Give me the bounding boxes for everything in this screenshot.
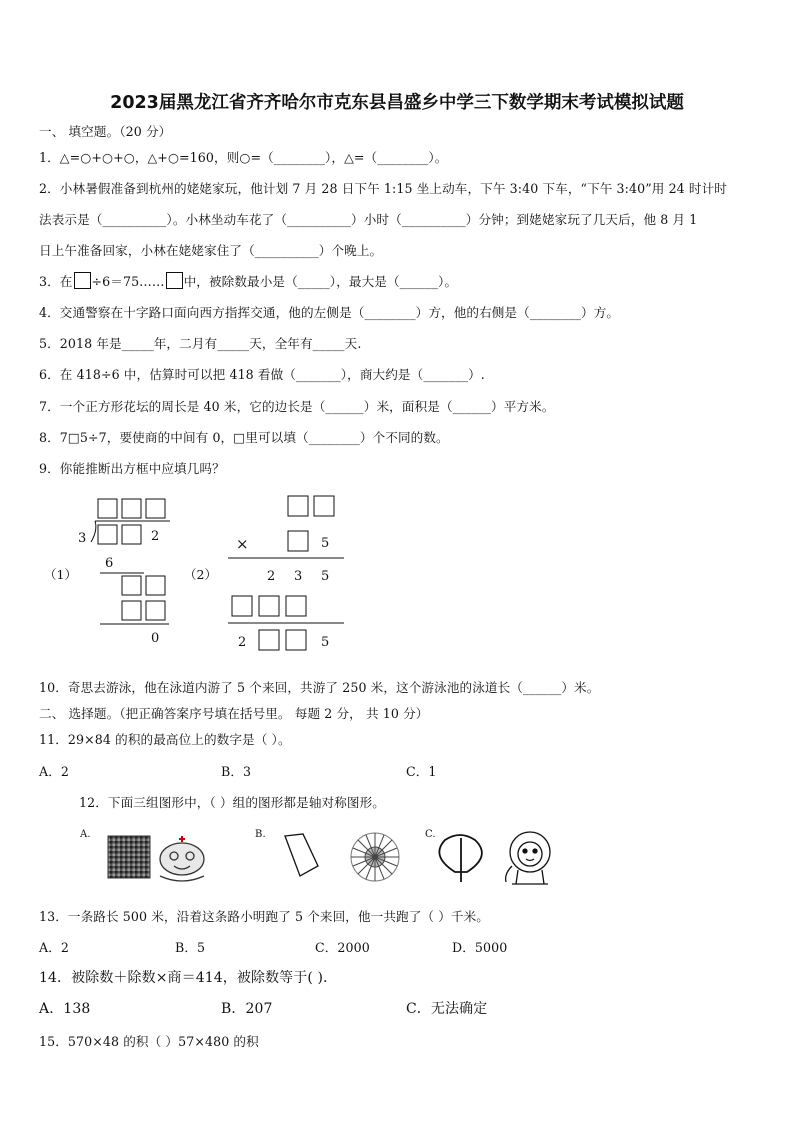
label-2: （2） xyxy=(184,567,217,582)
blank-box xyxy=(74,272,91,289)
q14-option-a: A．138 xyxy=(39,1001,91,1017)
mul-five: 5 xyxy=(321,536,330,551)
dividend-digit: 2 xyxy=(151,529,160,544)
times-sign: × xyxy=(236,535,249,553)
q13-option-d: D．5000 xyxy=(452,940,508,955)
q12-option-c: C. xyxy=(425,829,436,840)
result-digit: 5 xyxy=(321,635,330,650)
parallelogram-figure xyxy=(285,834,318,876)
question-2-line1: 2．小林暑假准备到杭州的姥姥家玩，他计划 7 月 28 日下午 1:15 坐上动车，下午 3:40 下车，“下午 3:40”用 24 时计时 xyxy=(39,181,727,196)
q13-option-b: B．5 xyxy=(175,940,206,955)
q11-option-b: B．3 xyxy=(221,764,252,779)
question-15: 15．570×48 的积（ ）57×480 的积 xyxy=(39,1034,259,1049)
partial-digit: 3 xyxy=(294,569,303,584)
question-4: 4．交通警察在十字路口面向西方指挥交通，他的左侧是（________）方，他的右侧是（________）方。 xyxy=(39,305,620,320)
q13-option-a: A．2 xyxy=(39,940,70,955)
question-13: 13．一条路长 500 米，沿着这条路小明跑了 5 个来回，他一共跑了（ ）千米。 xyxy=(39,909,490,924)
question-7: 7．一个正方形花坛的周长是 40 米，它的边长是（______）米，面积是（______）平方米。 xyxy=(39,399,555,414)
section1-header: 一、 填空题。（20 分） xyxy=(39,124,172,139)
question-2-line2: 法表示是（__________）。小林坐动车花了（__________）小时（__________）分钟；到姥姥家玩了几天后，他 8 月 1 xyxy=(39,212,698,227)
question-8: 8．7□5÷7，要使商的中间有 0，□里可以填（________）个不同的数。 xyxy=(39,430,449,445)
label-1: （1） xyxy=(44,567,77,582)
q13-option-c: C．2000 xyxy=(315,940,370,955)
section2-header: 二、 选择题。（把正确答案序号填在括号里。 每题 2 分， 共 10 分） xyxy=(39,706,429,721)
sunburst-figure xyxy=(351,833,399,881)
page-title: 2023届黑龙江省齐齐哈尔市克东县昌盛乡中学三下数学期末考试模拟试题 xyxy=(110,93,684,113)
question-5: 5．2018 年是_____年，二月有_____天，全年有_____天. xyxy=(39,336,362,351)
question-9: 9．你能推断出方框中应填几吗？ xyxy=(39,461,225,476)
q11-option-c: C．1 xyxy=(406,764,437,779)
six: 6 xyxy=(105,556,114,571)
result-digit: 2 xyxy=(238,635,247,650)
question-10: 10．奇思去游泳，他在泳道内游了 5 个来回，共游了 250 米，这个游泳池的泳道长（______）米。 xyxy=(39,680,600,695)
leaf-figure xyxy=(439,835,482,882)
question-12: 12．下面三组图形中，（ ）组的图形都是轴对称图形。 xyxy=(79,795,385,810)
cartoon-figure xyxy=(160,836,204,881)
question-3-mid: ÷6＝75…… xyxy=(91,274,165,289)
partial-digit: 2 xyxy=(267,569,276,584)
question-3-suffix: 中，被除数最小是（_____），最大是（______）。 xyxy=(183,274,458,289)
lion-figure xyxy=(506,832,550,884)
q12-option-b: B. xyxy=(255,829,266,840)
q14-option-c: C．无法确定 xyxy=(406,1001,488,1017)
q14-option-b: B．207 xyxy=(221,1001,273,1017)
q9-puzzles xyxy=(38,490,398,660)
question-2-line3: 日上午准备回家，小林在姥姥家住了（__________）个晚上。 xyxy=(39,243,383,258)
question-11: 11．29×84 的积的最高位上的数字是（ ）。 xyxy=(39,732,291,747)
pattern-square-figure xyxy=(108,836,150,878)
question-14: 14．被除数＋除数×商＝414，被除数等于( ). xyxy=(39,970,328,986)
q12-figures xyxy=(100,826,600,886)
blank-box xyxy=(166,272,183,289)
divisor: 3 xyxy=(78,531,87,546)
q11-option-a: A．2 xyxy=(39,764,70,779)
partial-digit: 5 xyxy=(321,569,330,584)
question-3-prefix: 3．在 xyxy=(39,274,73,289)
zero: 0 xyxy=(151,631,160,646)
q12-option-a: A. xyxy=(80,829,91,840)
question-3 xyxy=(39,271,457,290)
question-6: 6．在 418÷6 中，估算时可以把 418 看做（_______），商大约是（_______）. xyxy=(39,367,485,382)
question-1: 1．△=○+○+○，△+○=160，则○=（________），△=（________）。 xyxy=(39,150,448,165)
